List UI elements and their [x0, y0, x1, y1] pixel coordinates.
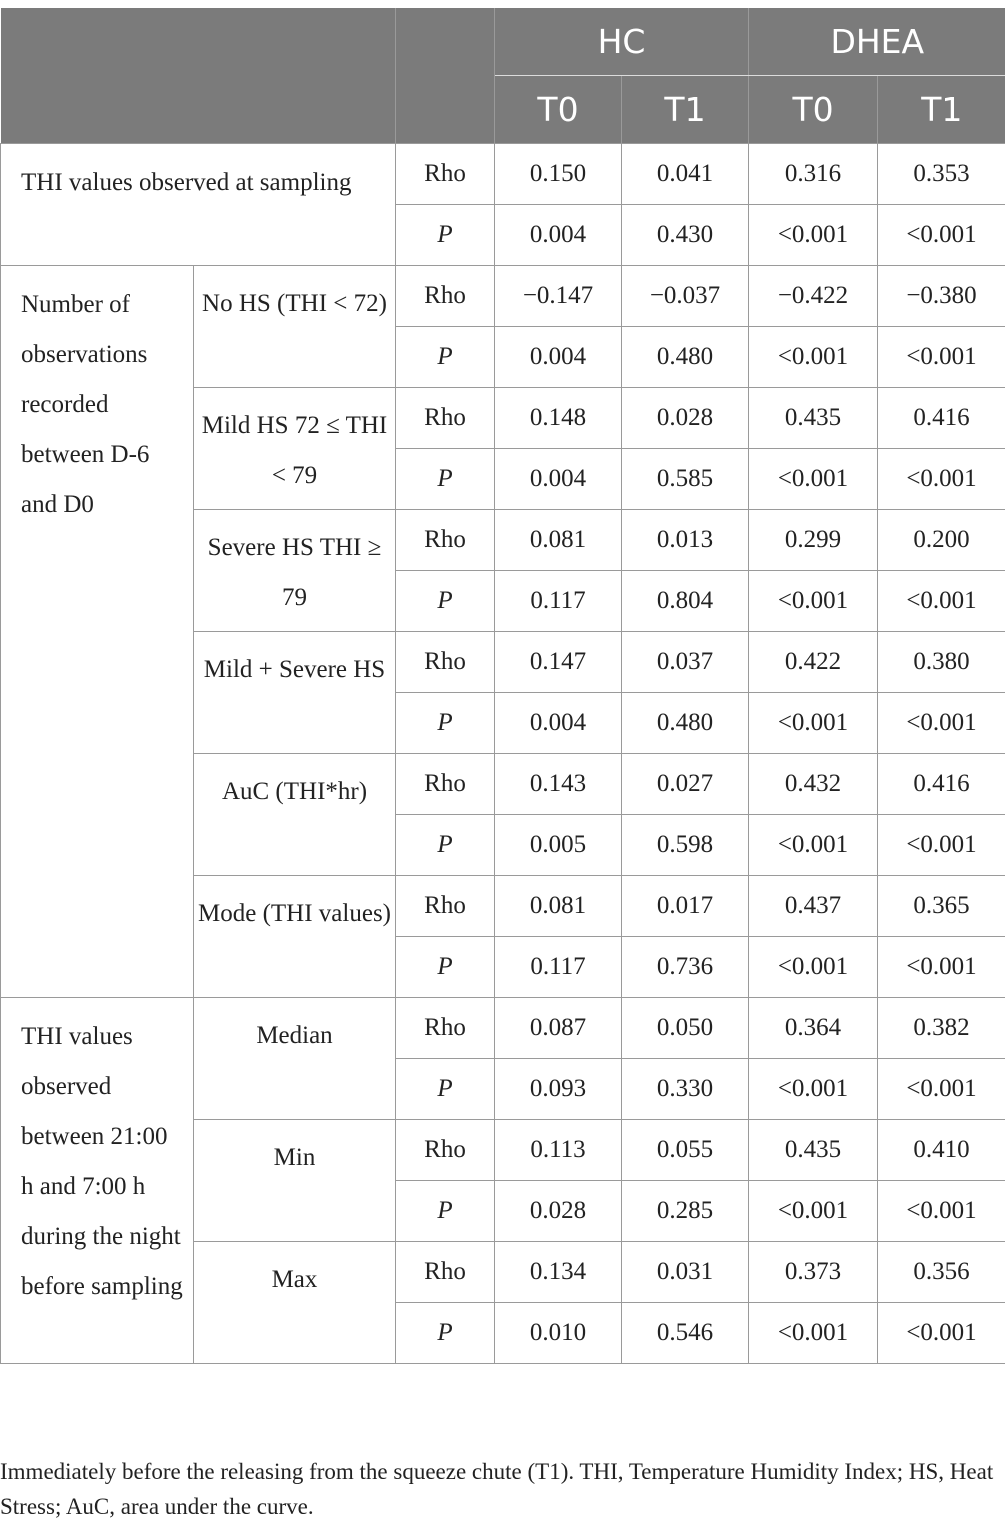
value-cell: <0.001: [749, 449, 878, 510]
value-cell: 0.480: [622, 693, 749, 754]
value-cell: <0.001: [749, 1303, 878, 1364]
section-label: THI values observed between 21:00 h and 7:00 h during the night before sampling: [1, 998, 194, 1364]
value-cell: 0.316: [749, 144, 878, 205]
value-cell: <0.001: [878, 1181, 1005, 1242]
header-time: T0: [749, 76, 878, 144]
value-cell: 0.055: [622, 1120, 749, 1181]
value-cell: −0.147: [495, 266, 622, 327]
value-cell: 0.010: [495, 1303, 622, 1364]
stat-label: Rho: [396, 876, 495, 937]
value-cell: 0.147: [495, 632, 622, 693]
value-cell: 0.004: [495, 449, 622, 510]
value-cell: 0.117: [495, 937, 622, 998]
value-cell: −0.380: [878, 266, 1005, 327]
value-cell: <0.001: [878, 1303, 1005, 1364]
value-cell: 0.113: [495, 1120, 622, 1181]
stat-label: P: [396, 1303, 495, 1364]
value-cell: 0.598: [622, 815, 749, 876]
stat-label: Rho: [396, 998, 495, 1059]
value-cell: 0.285: [622, 1181, 749, 1242]
value-cell: 0.005: [495, 815, 622, 876]
stat-label: P: [396, 205, 495, 266]
stat-label: P: [396, 815, 495, 876]
stat-label: P: [396, 1059, 495, 1120]
value-cell: 0.585: [622, 449, 749, 510]
header-group-hc: HC: [495, 8, 749, 76]
value-cell: 0.804: [622, 571, 749, 632]
stat-label: Rho: [396, 1120, 495, 1181]
value-cell: 0.382: [878, 998, 1005, 1059]
value-cell: <0.001: [749, 571, 878, 632]
section-label: THI values observed at sampling: [1, 144, 396, 266]
subsection-label: Mild HS 72 ≤ THI < 79: [194, 388, 396, 510]
value-cell: <0.001: [878, 571, 1005, 632]
value-cell: 0.027: [622, 754, 749, 815]
section-label: Number of observations recorded between D-6 and D0: [1, 266, 194, 998]
header-stat-blank: [396, 8, 495, 144]
value-cell: <0.001: [878, 205, 1005, 266]
value-cell: 0.416: [878, 388, 1005, 449]
subsection-label: Min: [194, 1120, 396, 1242]
subsection-label: Max: [194, 1242, 396, 1364]
subsection-label: AuC (THI*hr): [194, 754, 396, 876]
value-cell: 0.148: [495, 388, 622, 449]
stat-label: P: [396, 327, 495, 388]
value-cell: 0.017: [622, 876, 749, 937]
value-cell: <0.001: [749, 1181, 878, 1242]
value-cell: 0.093: [495, 1059, 622, 1120]
value-cell: 0.013: [622, 510, 749, 571]
value-cell: 0.365: [878, 876, 1005, 937]
value-cell: 0.437: [749, 876, 878, 937]
value-cell: 0.736: [622, 937, 749, 998]
value-cell: 0.041: [622, 144, 749, 205]
value-cell: 0.134: [495, 1242, 622, 1303]
value-cell: 0.546: [622, 1303, 749, 1364]
value-cell: 0.356: [878, 1242, 1005, 1303]
subsection-label: Severe HS THI ≥ 79: [194, 510, 396, 632]
value-cell: 0.416: [878, 754, 1005, 815]
stat-label: Rho: [396, 1242, 495, 1303]
header-time: T1: [878, 76, 1005, 144]
value-cell: 0.037: [622, 632, 749, 693]
stat-label: Rho: [396, 388, 495, 449]
value-cell: <0.001: [749, 1059, 878, 1120]
value-cell: <0.001: [749, 693, 878, 754]
value-cell: 0.373: [749, 1242, 878, 1303]
header-blank: [1, 8, 396, 144]
subsection-label: Mild + Severe HS: [194, 632, 396, 754]
value-cell: 0.028: [495, 1181, 622, 1242]
value-cell: <0.001: [749, 937, 878, 998]
value-cell: 0.200: [878, 510, 1005, 571]
value-cell: 0.430: [622, 205, 749, 266]
stat-label: Rho: [396, 754, 495, 815]
subsection-label: Mode (THI values): [194, 876, 396, 998]
stat-label: P: [396, 1181, 495, 1242]
value-cell: 0.480: [622, 327, 749, 388]
header-time: T1: [622, 76, 749, 144]
stat-label: Rho: [396, 510, 495, 571]
value-cell: 0.432: [749, 754, 878, 815]
value-cell: −0.422: [749, 266, 878, 327]
value-cell: 0.435: [749, 1120, 878, 1181]
value-cell: <0.001: [878, 815, 1005, 876]
value-cell: <0.001: [878, 449, 1005, 510]
value-cell: 0.028: [622, 388, 749, 449]
stat-label: P: [396, 571, 495, 632]
value-cell: 0.081: [495, 510, 622, 571]
table-footnote: Immediately before the releasing from the squeeze chute (T1). THI, Temperature Humidity Index; HS, Heat Stress; AuC, area under the curve.: [0, 1459, 994, 1519]
value-cell: −0.037: [622, 266, 749, 327]
value-cell: 0.380: [878, 632, 1005, 693]
value-cell: 0.330: [622, 1059, 749, 1120]
value-cell: <0.001: [878, 1059, 1005, 1120]
value-cell: 0.410: [878, 1120, 1005, 1181]
value-cell: 0.435: [749, 388, 878, 449]
value-cell: 0.422: [749, 632, 878, 693]
value-cell: 0.117: [495, 571, 622, 632]
value-cell: <0.001: [749, 327, 878, 388]
value-cell: <0.001: [749, 815, 878, 876]
value-cell: 0.004: [495, 205, 622, 266]
value-cell: 0.299: [749, 510, 878, 571]
value-cell: 0.143: [495, 754, 622, 815]
table-row: [1, 266, 1005, 327]
stat-label: Rho: [396, 266, 495, 327]
header-group-dhea: DHEA: [749, 8, 1005, 76]
stat-label: Rho: [396, 632, 495, 693]
value-cell: 0.031: [622, 1242, 749, 1303]
stat-label: Rho: [396, 144, 495, 205]
value-cell: 0.004: [495, 693, 622, 754]
table-row: [1, 998, 1005, 1059]
subsection-label: Median: [194, 998, 396, 1120]
value-cell: 0.353: [878, 144, 1005, 205]
header-time: T0: [495, 76, 622, 144]
value-cell: 0.050: [622, 998, 749, 1059]
value-cell: 0.004: [495, 327, 622, 388]
subsection-label: No HS (THI < 72): [194, 266, 396, 388]
value-cell: 0.150: [495, 144, 622, 205]
value-cell: 0.364: [749, 998, 878, 1059]
value-cell: <0.001: [749, 205, 878, 266]
value-cell: 0.087: [495, 998, 622, 1059]
value-cell: <0.001: [878, 937, 1005, 998]
table-row: [1, 144, 1005, 205]
stat-label: P: [396, 937, 495, 998]
value-cell: <0.001: [878, 327, 1005, 388]
stat-label: P: [396, 693, 495, 754]
value-cell: <0.001: [878, 693, 1005, 754]
value-cell: 0.081: [495, 876, 622, 937]
correlation-table: [0, 8, 1005, 1364]
stat-label: P: [396, 449, 495, 510]
